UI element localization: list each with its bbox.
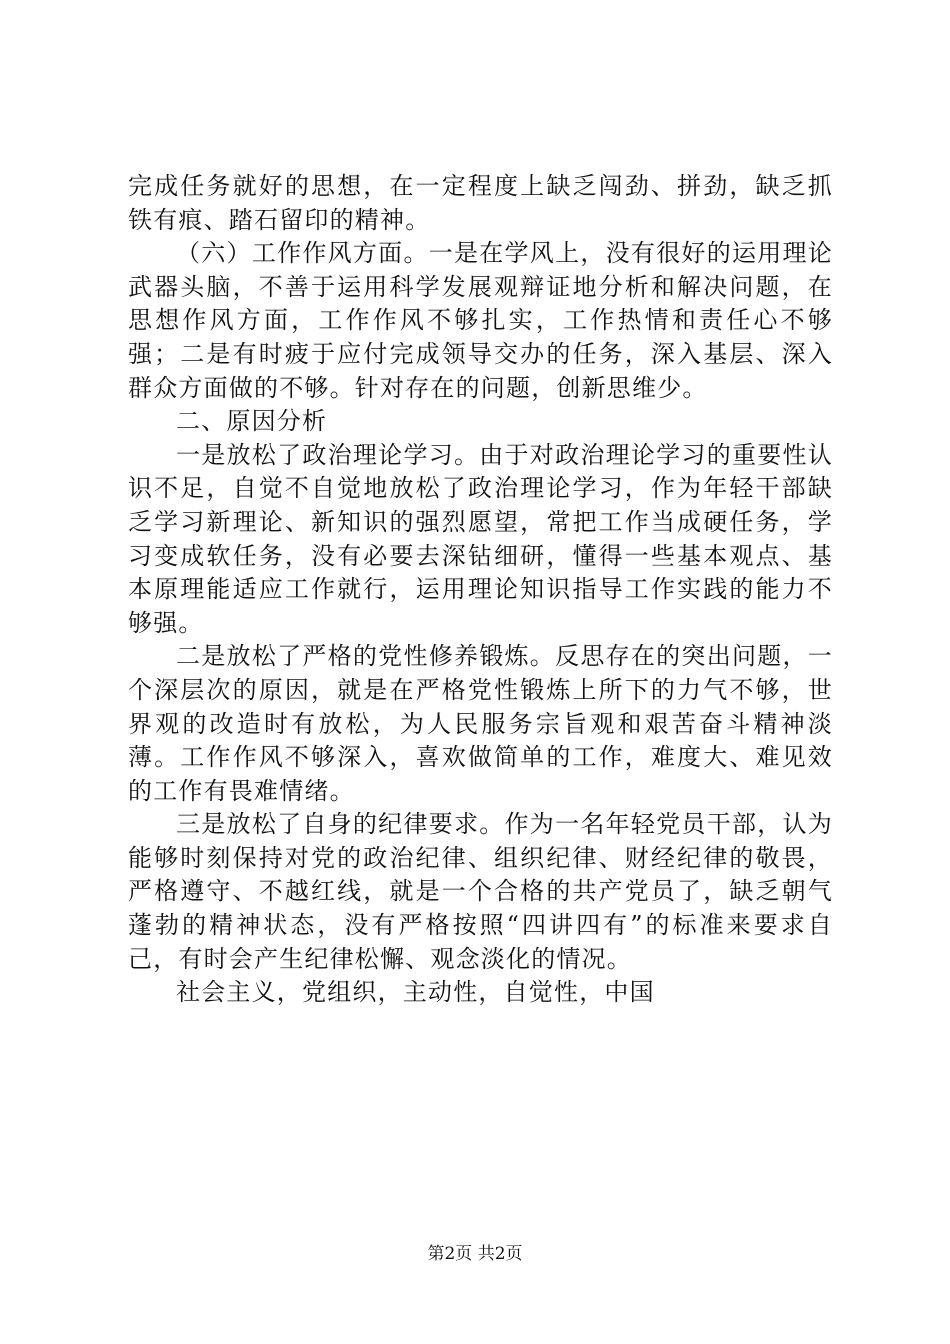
paragraph-cause-three: 三是放松了自身的纪律要求。作为一名年轻党员干部，认为能够时刻保持对党的政治纪律、组织纪律、财经纪律的敬畏，严格遵守、不越红线，就是一个合格的共产党员了，缺乏朝气蓬勃的精神状态，没有严格按照“四讲四有”的标准来要求自己，有时会产生纪律松懈、观念淡化的情况。 <box>128 810 833 973</box>
paragraph-cause-one: 一是放松了政治理论学习。由于对政治理论学习的重要性认识不足，自觉不自觉地放松了政治理论学习，作为年轻干部缺乏学习新理论、新知识的强烈愿望，常把工作当成硬任务，学习变成软任务，没有必要去深钻细研，懂得一些基本观点、基本原理能适应工作就行，运用理论知识指导工作实践的能力不够强。 <box>128 440 833 637</box>
page-footer: 第2页 共2页 <box>427 1244 523 1264</box>
paragraph-work-style: （六）工作作风方面。一是在学风上，没有很好的运用理论武器头脑，不善于运用科学发展观辩证地分析和解决问题，在思想作风方面，工作作风不够扎实，工作热情和责任心不够强；二是有时疲于应付完成领导交办的任务，深入基层、深入群众方面做的不够。针对存在的问题，创新思维少。 <box>128 239 833 402</box>
section-heading-cause-analysis: 二、原因分析 <box>176 407 328 436</box>
document-body <box>128 170 833 1010</box>
paragraph-cause-two: 二是放松了严格的党性修养锻炼。反思存在的突出问题，一个深层次的原因，就是在严格党性锻炼上所下的力气不够，世界观的改造时有放松，为人民服务宗旨观和艰苦奋斗精神淡薄。工作作风不够深入，喜欢做简单的工作，难度大、难见效的工作有畏难情绪。 <box>128 642 833 805</box>
paragraph-continuation: 完成任务就好的思想，在一定程度上缺乏闯劲、拼劲，缺乏抓铁有痕、踏石留印的精神。 <box>128 172 833 234</box>
paragraph-keywords: 社会主义，党组织，主动性，自觉性，中国 <box>176 978 655 1007</box>
